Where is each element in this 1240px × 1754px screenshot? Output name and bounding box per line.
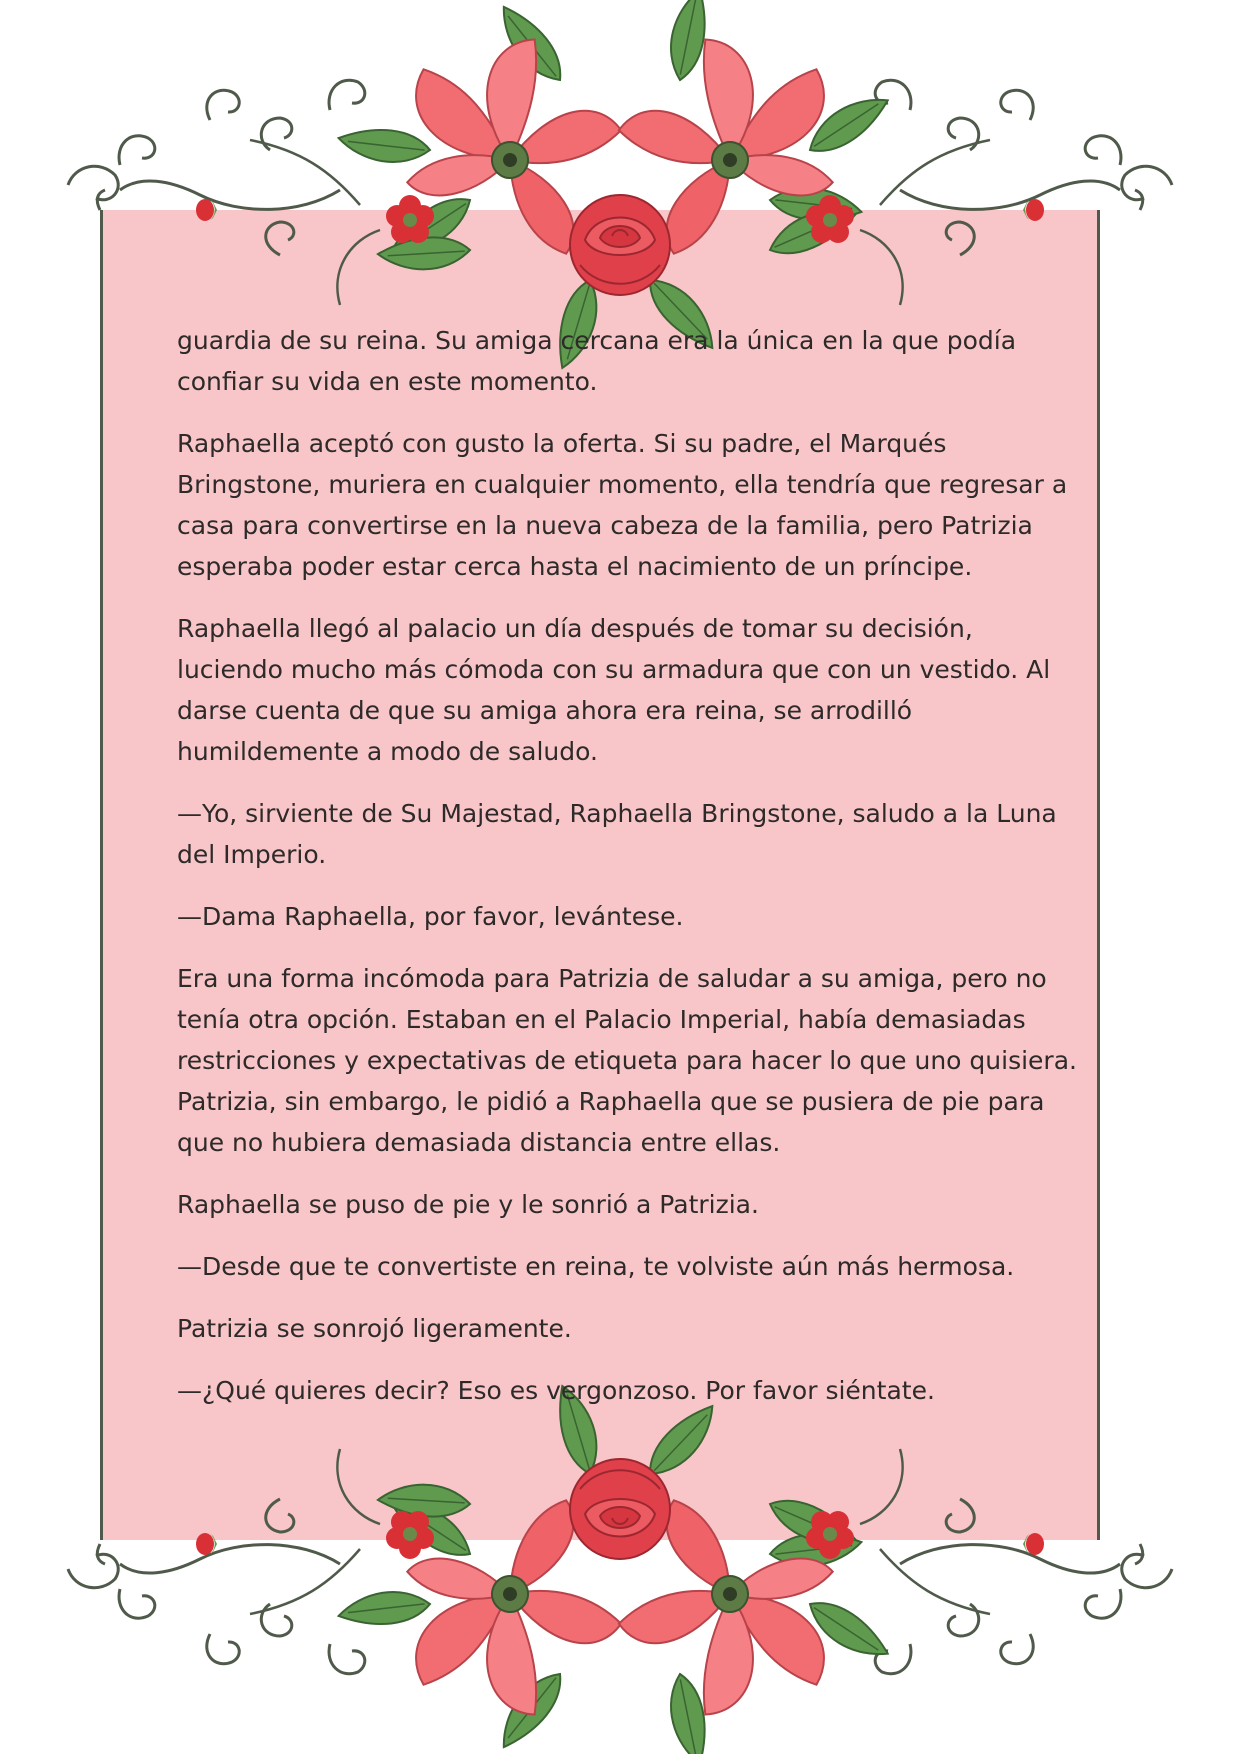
paragraph: guardia de su reina. Su amiga cercana era la única en la que podía confiar su vida en este momento.	[177, 326, 1017, 396]
dialogue-line: —Desde que te convertiste en reina, te volviste aún más hermosa.	[177, 1252, 1015, 1281]
rose-icon	[570, 195, 670, 295]
paragraph: Era una forma incómoda para Patrizia de saludar a su amiga, pero no tenía otra opción. Estaban en el Palacio Imperial, había demasiadas restricciones y expectativas de etiqueta para hacer lo que uno quisiera. Patrizia, sin embargo, le pidió a Raphaella que se pusiera de pie para que no hubiera demasiada distancia entre ellas.	[177, 964, 1077, 1157]
body-text	[177, 320, 1077, 1432]
floral-garland-icon	[0, 0, 1240, 340]
floral-garland-icon	[0, 1414, 1240, 1754]
dialogue-line: —¿Qué quieres decir? Eso es vergonzoso. Por favor siéntate.	[177, 1376, 935, 1405]
paragraph: Raphaella llegó al palacio un día después de tomar su decisión, luciendo mucho más cómoda con su armadura que con un vestido. Al darse cuenta de que su amiga ahora era reina, se arrodilló humildemente a modo de saludo.	[177, 614, 1051, 766]
paragraph: Raphaella se puso de pie y le sonrió a Patrizia.	[177, 1190, 759, 1219]
dialogue-line: —Dama Raphaella, por favor, levántese.	[177, 902, 684, 931]
paragraph: Patrizia se sonrojó ligeramente.	[177, 1314, 572, 1343]
rose-icon	[570, 1459, 670, 1559]
dialogue-line: —Yo, sirviente de Su Majestad, Raphaella Bringstone, saludo a la Luna del Imperio.	[177, 799, 1057, 869]
paragraph: Raphaella aceptó con gusto la oferta. Si su padre, el Marqués Bringstone, muriera en cualquier momento, ella tendría que regresar a casa para convertirse en la nueva cabeza de la familia, pero Patrizia esperaba poder estar cerca hasta el nacimiento de un príncipe.	[177, 429, 1068, 581]
